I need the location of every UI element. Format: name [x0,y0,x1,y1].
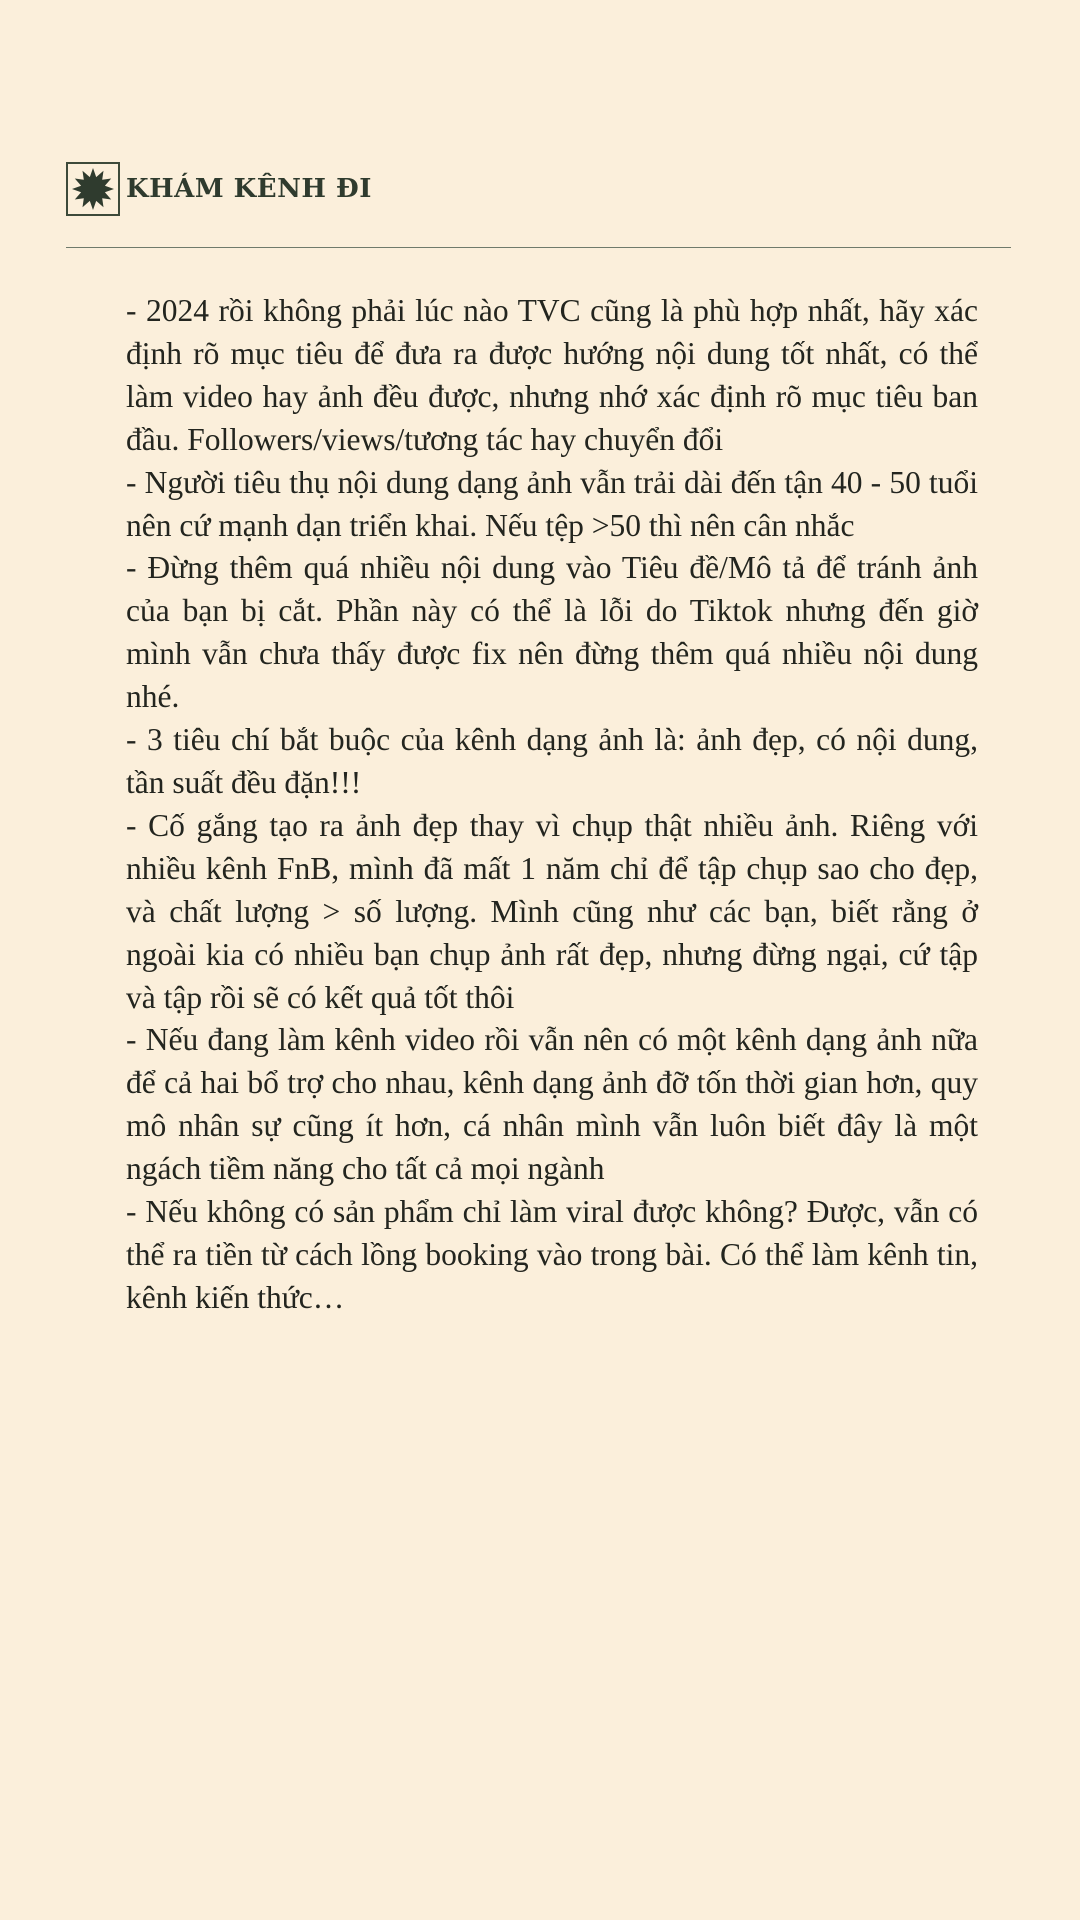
brand-name: KHÁM KÊNH ĐI [126,174,372,204]
paragraph: - Cố gắng tạo ra ảnh đẹp thay vì chụp thật nhiều ảnh. Riêng với nhiều kênh FnB, mình đã mất 1 năm chỉ để tập chụp sao cho đẹp, và chất lượng > số lượng. Mình cũng như các bạn, biết rằng ở ngoài kia có nhiều bạn chụp ảnh rất đẹp, nhưng đừng ngại, cứ tập và tập rồi sẽ có kết quả tốt thôi [126,807,978,1015]
paragraph: - 2024 rồi không phải lúc nào TVC cũng là phù hợp nhất, hãy xác định rõ mục tiêu để đưa ra được hướng nội dung tốt nhất, có thể làm video hay ảnh đều được, nhưng nhớ xác định rõ mục tiêu ban đầu. Followers/views/tương tác hay chuyển đổi [126,293,978,457]
paragraph: - Người tiêu thụ nội dung dạng ảnh vẫn trải dài đến tận 40 - 50 tuổi nên cứ mạnh dạn triển khai. Nếu tệp >50 thì nên cân nhắc [126,464,978,543]
paragraph: - 3 tiêu chí bắt buộc của kênh dạng ảnh là: ảnh đẹp, có nội dung, tần suất đều đặn!!! [126,722,978,800]
header-divider [66,247,1011,248]
article-body [126,290,978,1320]
paragraph: - Nếu không có sản phẩm chỉ làm viral được không? Được, vẫn có thể ra tiền từ cách lồng booking vào trong bài. Có thể làm kênh tin, kênh kiến thức… [126,1194,978,1315]
starburst-icon [66,162,120,216]
paragraph: - Đừng thêm quá nhiều nội dung vào Tiêu đề/Mô tả để tránh ảnh của bạn bị cắt. Phần này có thể là lỗi do Tiktok nhưng đến giờ mình vẫn chưa thấy được fix nên đừng thêm quá nhiều nội dung nhé. [126,550,978,715]
brand-header [66,160,372,218]
paragraph: - Nếu đang làm kênh video rồi vẫn nên có một kênh dạng ảnh nữa để cả hai bổ trợ cho nhau, kênh dạng ảnh đỡ tốn thời gian hơn, quy mô nhân sự cũng ít hơn, cá nhân mình vẫn luôn biết đây là một ngách tiềm năng cho tất cả mọi ngành [126,1022,978,1187]
